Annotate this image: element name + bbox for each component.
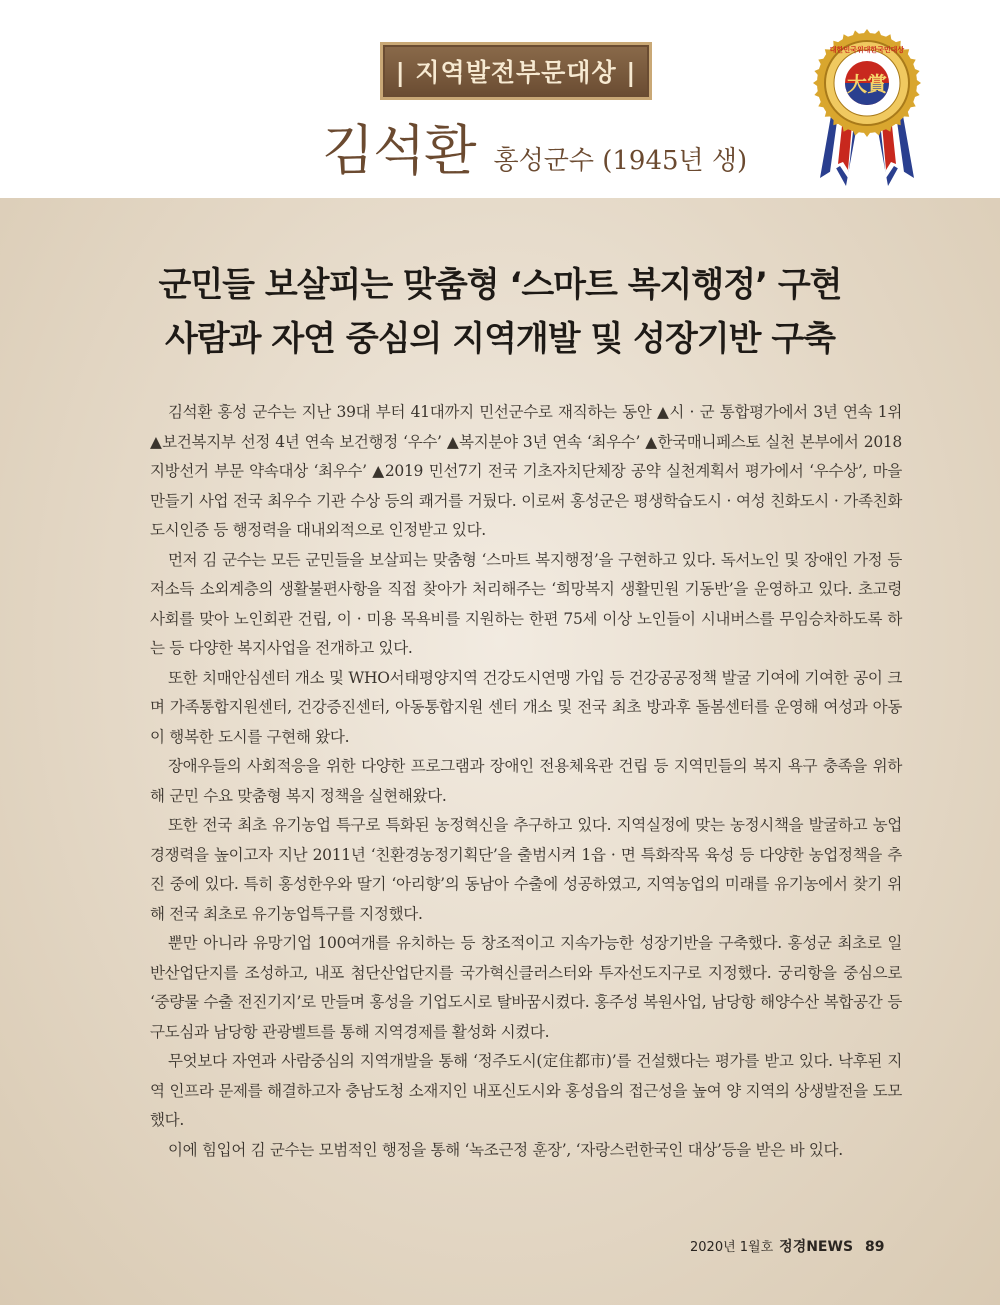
body-paragraph: 김석환 홍성 군수는 지난 39대 부터 41대까지 민선군수로 재직하는 동안 ▲시 · 군 통합평가에서 3년 연속 1위 ▲보건복지부 선정 4년 연속 보건행정 ‘우수’ ▲복지분야 3년 연속 ‘최우수’ ▲한국매니페스토 실천 본부에서 2018 지방선거 부문 약속대상 ‘최우수’ ▲2019 민선7기 전국 기초자치단체장 공약 실천계획서 평가에서 ‘우수상’, 마을만들기 사업 전국 최우수 기관 수상 등의 쾌거를 거뒀다. 이로써 홍성군은 평생학습도시 · 여성 친화도시 · 가족친화 도시인증 등 행정력을 대내외적으로 인정받고 있다.	[150, 403, 902, 539]
page-header	[0, 0, 1000, 198]
headline-line-2: 사람과 자연 중심의 지역개발 및 성장기반 구축	[164, 319, 836, 359]
body-paragraph: 이에 힘입어 김 군수는 모범적인 행정을 통해 ‘녹조근정 훈장’, ‘자랑스런한국인 대상’등을 받은 바 있다.	[168, 1140, 843, 1159]
article-headline	[0, 258, 1000, 366]
page-number: 89	[865, 1239, 885, 1255]
category-banner: | 지역발전부문대상 |	[380, 42, 652, 100]
medal-center-text: 大賞	[847, 72, 887, 96]
award-medal-icon	[812, 28, 922, 188]
body-paragraph: 또한 전국 최초 유기농업 특구로 특화된 농정혁신을 추구하고 있다. 지역실정에 맞는 농정시책을 발굴하고 농업경쟁력을 높이고자 지난 2011년 ‘친환경농정기획단’을 출범시켜 1읍 · 면 특화작목 육성 등 다양한 농업정책을 추진 중에 있다. 특히 홍성한우와 딸기 ‘아리향’의 동남아 수출에 성공하였고, 지역농업의 미래를 유기농에서 찾기 위해 전국 최초로 유기농업특구를 지정했다.	[150, 816, 902, 923]
headline-line-1: 군민들 보살피는 맞춤형 ‘스마트 복지행정’ 구현	[158, 265, 842, 305]
body-paragraph: 먼저 김 군수는 모든 군민들을 보살피는 맞춤형 ‘스마트 복지행정’을 구현하고 있다. 독서노인 및 장애인 가정 등 저소득 소외계층의 생활불편사항을 직접 찾아가 처리해주는 ‘희망복지 생활민원 기동반’을 운영하고 있다. 초고령 사회를 맞아 노인회관 건립, 이 · 미용 목욕비를 지원하는 한편 75세 이상 노인들이 시내버스를 무임승차하도록 하는 등 다양한 복지사업을 전개하고 있다.	[150, 550, 902, 657]
page-footer	[690, 1236, 920, 1256]
name-row	[322, 108, 747, 188]
footer-issue: 2020년 1월호	[690, 1240, 774, 1255]
person-info: 홍성군수 (1945년 생)	[493, 146, 748, 176]
body-paragraph: 뿐만 아니라 유망기업 100여개를 유치하는 등 창조적이고 지속가능한 성장기반을 구축했다. 홍성군 최초로 일반산업단지를 조성하고, 내포 첨단산업단지를 국가혁신클러스터와 투자선도지구로 지정했다. 궁리항을 중심으로 ‘중량물 수출 전진기지’로 만들며 홍성을 기업도시로 탈바꿈시켰다. 홍주성 복원사업, 남당항 해양수산 복합공간 등 구도심과 남당항 관광벨트를 통해 지역경제를 활성화 시켰다.	[150, 934, 902, 1041]
person-name: 김석환	[322, 119, 476, 182]
body-paragraph: 또한 치매안심센터 개소 및 WHO서태평양지역 건강도시연맹 가입 등 건강공공정책 발굴 기여에 기여한 공이 크며 가족통합지원센터, 건강증진센터, 아동통합지원 센터 개소 및 전국 최초 방과후 돌봄센터를 운영해 여성과 아동이 행복한 도시를 구현해 왔다.	[150, 668, 902, 746]
medal-ring-text: 대한민국위대한국민대상	[829, 46, 905, 54]
footer-brand: 정경NEWS	[779, 1239, 854, 1255]
body-paragraph: 장애우들의 사회적응을 위한 다양한 프로그램과 장애인 전용체육관 건립 등 지역민들의 복지 욕구 충족을 위하해 군민 수요 맞춤형 복지 정책을 실현해왔다.	[150, 757, 902, 805]
body-paragraph: 무엇보다 자연과 사람중심의 지역개발을 통해 ‘정주도시(定住都市)’를 건설했다는 평가를 받고 있다. 낙후된 지역 인프라 문제를 해결하고자 충남도청 소재지인 내포신도시와 홍성읍의 접근성을 높여 양 지역의 상생발전을 도모했다.	[150, 1052, 902, 1129]
article-body	[150, 398, 902, 1165]
